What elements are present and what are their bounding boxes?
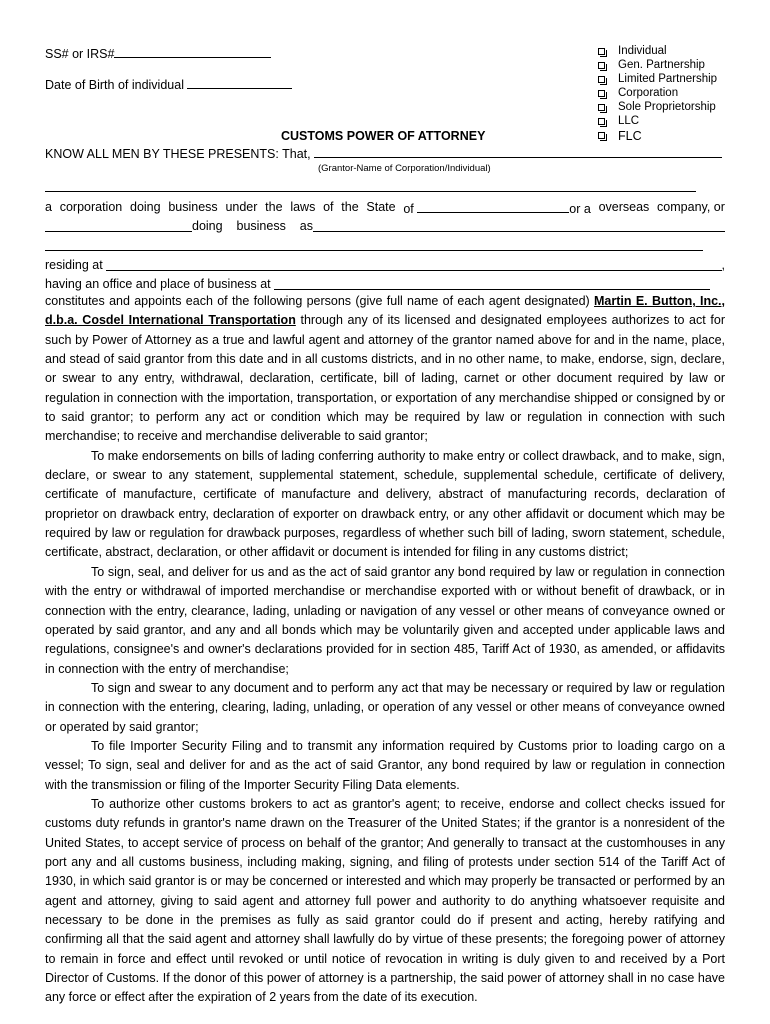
paragraph-vessel-documents: To sign and swear to any document and to perform any act that may be necessary or required by law or regulation in connection with the entering, clearing, lading, unlading, or operation of any vessel or other means of conveyance owned or operated by said grantor; [45, 680, 725, 734]
grantor-name-blank[interactable] [314, 145, 722, 158]
dba-line-2[interactable] [45, 250, 703, 251]
dba-prefix-blank[interactable] [45, 219, 192, 232]
dob-blank[interactable] [187, 76, 292, 89]
checkbox-sole-proprietorship[interactable]: Sole Proprietorship [598, 100, 717, 114]
agent-dba: d.b.a. Cosdel International Transportation [45, 313, 296, 328]
checkbox-corporation[interactable]: Corporation [598, 86, 717, 100]
body-text [45, 292, 725, 1008]
residing-blank[interactable] [106, 258, 721, 271]
checkbox-icon[interactable] [598, 48, 605, 55]
paragraph-endorsements: To make endorsements on bills of lading conferring authority to make entry or collect drawback, and to make, sign, declare, or swear to any statement, supplemental statement, schedule, supplemental schedule, certificate of delivery, certificate of manufacture, certificate of manufacture and delivery, abstract of manufacturing records, declaration of proprietor on drawback entry, declaration of exporter on drawback entry, or any other affidavit or document which may be required by law or regulation for drawback purposes, regardless of whether such bill of lading, sworn statement, schedule, certificate, abstract, declaration, or other affidavit or document is intended for filing in any customs district; [45, 448, 725, 560]
grantor-caption: (Grantor-Name of Corporation/Individual) [318, 163, 491, 174]
checkbox-limited-partnership[interactable]: Limited Partnership [598, 72, 717, 86]
dob-label: Date of Birth of individual [45, 78, 184, 92]
checkbox-llc[interactable]: LLC [598, 114, 717, 128]
paragraph-other-brokers: To authorize other customs brokers to act as grantor's agent; to receive, endorse and collect checks issued for customs duty refunds in grantor's name drawn on the Treasurer of the United States; if the grantor is a nonresident of the United States, to accept service of process on behalf of the grantor; And generally to transact at the customhouses in any port any and all customs business, including making, signing, and filing of protests under section 514 of the Tariff Act of 1930, in which said grantor is or may be concerned or interested and which may properly be transacted or performed by an agent and attorney, giving to said agent and attorney full power and authority to do anything whatsoever requisite and necessary to be done in the premises as fully as said grantor could do if present and acting, hereby ratifying and confirming all that the said agent and attorney shall lawfully do by virtue of these presents; the foregoing power of attorney to remain in force and effect until revoked or until notice of revocation in writing is duly given to and received by a Port Director of Customs. If the donor of this power of attorney is a partnership, the said power of attorney shall in no case have any force or effect after the expiration of 2 years from the date of its execution. [45, 796, 725, 1005]
ss-irs-field [45, 45, 271, 62]
state-blank[interactable] [417, 200, 569, 213]
office-label: having an office and place of business at [45, 277, 271, 291]
paragraph-bonds: To sign, seal, and deliver for us and as the act of said grantor any bond required by law or regulation in connection with the entry or withdrawal of imported merchandise or merchandise exported with or without benefit of drawback, or in connection with the entry, clearance, lading, unlading or navigation of any vessel or other means of conveyance owned or operated by said grantor, and any and all bonds which may be voluntarily given and accepted under applicable laws and regulations, consignee's and owner's declarations provided for in section 485, Tariff Act of 1930, as amended, or affidavits in connection with the entry of merchandise; [45, 564, 725, 676]
residing-label: residing at [45, 258, 103, 272]
checkbox-icon[interactable] [598, 132, 605, 139]
know-all-text: KNOW ALL MEN BY THESE PRESENTS: That, [45, 147, 311, 161]
checkbox-icon[interactable] [598, 76, 605, 83]
corporation-line: a corporation doing business under the laws of the State of or a overseas company, or [45, 200, 725, 216]
checkbox-icon[interactable] [598, 90, 605, 97]
checkbox-icon[interactable] [598, 104, 605, 111]
dob-field [45, 76, 292, 93]
office-blank[interactable] [274, 277, 710, 290]
checkbox-flc[interactable]: FLC [598, 128, 717, 143]
know-all-line [45, 145, 722, 162]
grantor-name-line-2[interactable] [45, 191, 696, 192]
checkbox-individual[interactable]: Individual [598, 44, 717, 58]
checkbox-icon[interactable] [598, 118, 605, 125]
paragraph-importer-security: To file Importer Security Filing and to transmit any information required by Customs prior to loading cargo on a vessel; To sign, seal and deliver for and as the act of said Grantor, any bond required by law or regulation in connection with the transmission or filing of the Importer Security Filing Data elements. [45, 738, 725, 792]
dba-line: doing business as [45, 219, 725, 234]
ss-irs-blank[interactable] [114, 45, 271, 58]
office-line [45, 277, 710, 292]
document-title: CUSTOMS POWER OF ATTORNEY [281, 129, 486, 143]
agent-name: Martin E. Button, Inc., [594, 294, 725, 308]
ss-irs-label: SS# or IRS# [45, 47, 115, 61]
checkbox-icon[interactable] [598, 62, 605, 69]
entity-type-checklist [598, 44, 717, 143]
residing-line: residing at , [45, 258, 725, 272]
paragraph-appointment: constitutes and appoints each of the following persons (give full name of each agent designated) Martin E. Button, Inc., d.b.a. Cosdel International Transportation through any of its licensed and designated employees authorizes to act for such by Power of Attorney as a true and lawful agent and attorney of the grantor named above for and in the name, place, and stead of said grantor from this date and in all customs districts, and in no other name, to make, endorse, sign, declare, or swear to any entry, withdrawal, declaration, certificate, bill of lading, carnet or other document required by law or regulation in connection with the importation, transportation, or exportation of any merchandise shipped or consigned by or to said grantor; to perform any act or condition which may be required by law or regulation in connection with such merchandise; to receive and merchandise deliverable to said grantor; [45, 294, 725, 444]
checkbox-gen-partnership[interactable]: Gen. Partnership [598, 58, 717, 72]
dba-name-blank[interactable] [313, 219, 725, 232]
